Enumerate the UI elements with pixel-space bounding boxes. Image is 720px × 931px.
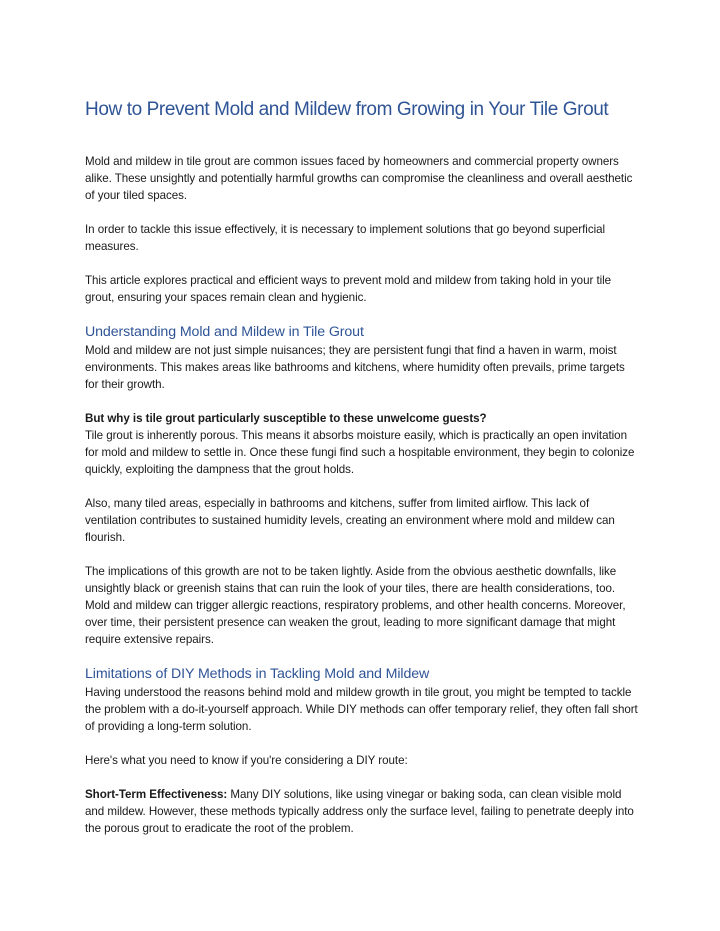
section1-paragraph-1: Mold and mildew are not just simple nuisances; they are persistent fungi that find a haven in warm, moist environments. This makes areas like bathrooms and kitchens, where humidity often prevails, prime targets for their growth.: [85, 344, 625, 391]
section2-paragraph-3: [85, 786, 640, 837]
section2-paragraph-1: Having understood the reasons behind mold and mildew growth in tile grout, you might be tempted to tackle the problem with a do-it-yourself approach. While DIY methods can offer temporary relief, they often fall short of providing a long-term solution.: [85, 686, 638, 733]
section2-paragraph-2: Here's what you need to know if you're considering a DIY route:: [85, 754, 408, 767]
section1-paragraph-3: Also, many tiled areas, especially in bathrooms and kitchens, suffer from limited airflow. This lack of ventilation contributes to sustained humidity levels, creating an environment where mold and mildew can flourish.: [85, 497, 615, 544]
section-heading-diy-limitations: Limitations of DIY Methods in Tackling Mold and Mildew: [85, 666, 430, 682]
intro-paragraph-2: In order to tackle this issue effectively, it is necessary to implement solutions that go beyond superficial measures.: [85, 223, 606, 253]
document-body: [85, 98, 640, 854]
section-heading-understanding: Understanding Mold and Mildew in Tile Grout: [85, 324, 364, 340]
short-term-effectiveness-label: Short-Term Effectiveness:: [85, 788, 228, 801]
intro-paragraph-3: This article explores practical and efficient ways to prevent mold and mildew from taking hold in your tile grout, ensuring your spaces remain clean and hygienic.: [85, 274, 612, 304]
section1-paragraph-2: Tile grout is inherently porous. This means it absorbs moisture easily, which is practically an open invitation for mold and mildew to settle in. Once these fungi find such a hospitable environment, they begin to colonize quickly, exploiting the dampness that the grout holds.: [85, 429, 635, 476]
section1-question: But why is tile grout particularly susceptible to these unwelcome guests?: [85, 412, 487, 425]
intro-paragraph-1: Mold and mildew in tile grout are common issues faced by homeowners and commercial property owners alike. These unsightly and potentially harmful growths can compromise the cleanliness and overall aesthetic of your tiled spaces.: [85, 155, 633, 202]
short-term-effectiveness-text: Many DIY solutions, like using vinegar or baking soda, can clean visible mold and mildew. However, these methods typically address only the surface level, failing to penetrate deeply into the porous grout to eradicate the root of the problem.: [85, 788, 634, 835]
section1-paragraph-4: The implications of this growth are not to be taken lightly. Aside from the obvious aesthetic downfalls, like unsightly black or greenish stains that can ruin the look of your tiles, there are health considerations, too. Mold and mildew can trigger allergic reactions, respiratory problems, and other health concerns. Moreover, over time, their persistent presence can weaken the grout, leading to more significant damage that might require extensive repairs.: [85, 565, 626, 646]
page-title: How to Prevent Mold and Mildew from Growing in Your Tile Grout: [85, 99, 609, 120]
